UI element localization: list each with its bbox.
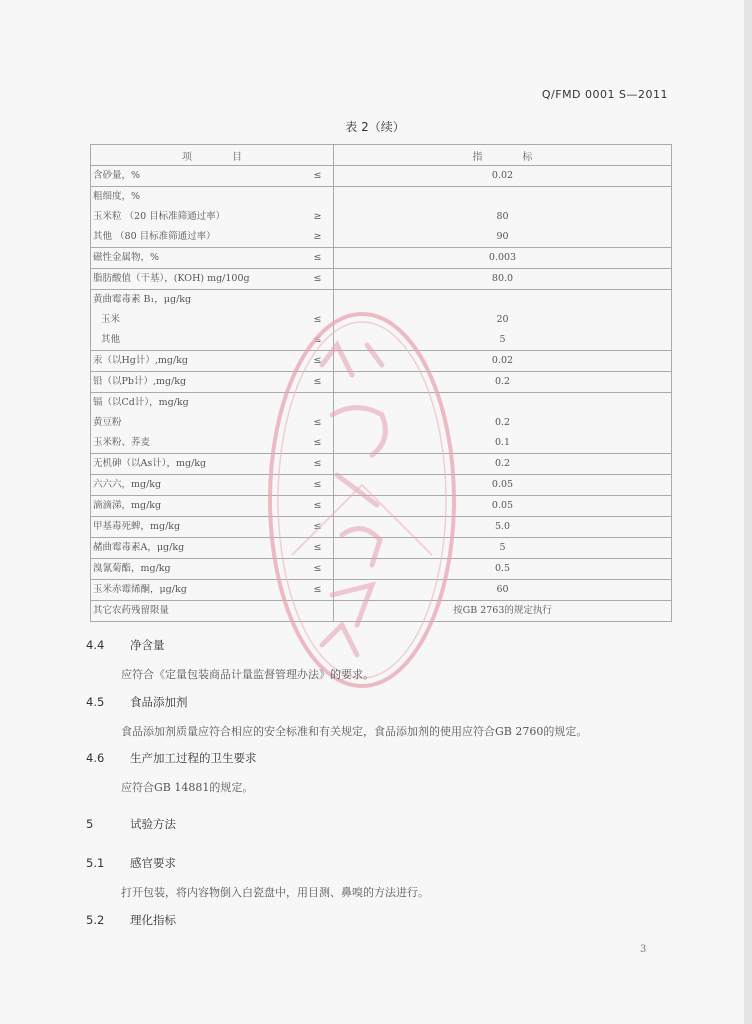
section-title: 理化指标 bbox=[130, 913, 176, 927]
section-paragraph: 打开包装，将内容物倒入白瓷盘中，用目测、鼻嗅的方法进行。 bbox=[121, 886, 429, 899]
section-heading bbox=[86, 637, 165, 653]
value-cell bbox=[334, 166, 672, 187]
operator-symbol: ≤ bbox=[313, 584, 322, 595]
table-row bbox=[91, 517, 672, 538]
item-label: 其他 bbox=[101, 334, 121, 345]
operator-symbol: ≤ bbox=[313, 479, 322, 490]
value-cell bbox=[334, 290, 672, 351]
section-title: 净含量 bbox=[130, 638, 165, 652]
operator-symbol: ≤ bbox=[313, 458, 322, 469]
table-row bbox=[91, 269, 672, 290]
operator-symbol bbox=[306, 601, 329, 621]
section-heading bbox=[86, 750, 257, 766]
item-label: 粗细度，% bbox=[93, 191, 141, 202]
item-cell bbox=[91, 351, 303, 372]
value-cell bbox=[334, 601, 672, 622]
value-cell bbox=[334, 372, 672, 393]
item-label: 其它农药残留限量 bbox=[93, 605, 170, 616]
item-label: 黄曲霉毒素 B₁，μg/kg bbox=[93, 294, 192, 305]
section-heading bbox=[86, 694, 188, 710]
value-cell bbox=[334, 538, 672, 559]
item-cell bbox=[91, 248, 303, 269]
table-body bbox=[91, 166, 672, 622]
item-label: 玉米赤霉烯酮，μg/kg bbox=[93, 584, 187, 595]
item-cell bbox=[91, 372, 303, 393]
operator-cell bbox=[302, 248, 334, 269]
operator-symbol: ≤ bbox=[313, 314, 322, 325]
limit-value: 0.1 bbox=[494, 437, 511, 448]
item-cell bbox=[91, 496, 303, 517]
operator-cell bbox=[302, 269, 334, 290]
spec-table bbox=[90, 144, 672, 622]
scan-edge bbox=[744, 0, 752, 1024]
table-row bbox=[91, 496, 672, 517]
operator-symbol: ≤ bbox=[313, 417, 322, 428]
section-heading bbox=[86, 912, 176, 928]
operator-symbol bbox=[306, 290, 329, 310]
item-label: 含砂量，% bbox=[93, 170, 141, 181]
item-label: 六六六，mg/kg bbox=[93, 479, 162, 490]
operator-symbol bbox=[306, 187, 329, 207]
section-title: 试验方法 bbox=[130, 817, 176, 831]
value-cell bbox=[334, 187, 672, 248]
table-row bbox=[91, 393, 672, 454]
operator-cell bbox=[302, 166, 334, 187]
operator-cell bbox=[302, 372, 334, 393]
operator-cell bbox=[302, 187, 334, 248]
item-label: 无机砷（以As计），mg/kg bbox=[93, 458, 207, 469]
table-row bbox=[91, 538, 672, 559]
limit-value bbox=[338, 393, 667, 413]
section-number: 5.1 bbox=[86, 856, 105, 870]
section-number: 5 bbox=[86, 817, 94, 831]
section-paragraph: 应符合《定量包装商品计量监督管理办法》的要求。 bbox=[121, 668, 374, 681]
operator-cell bbox=[302, 601, 334, 622]
operator-cell bbox=[302, 351, 334, 372]
operator-symbol: ≤ bbox=[313, 376, 322, 387]
section-number: 5.2 bbox=[86, 913, 105, 927]
section-title: 生产加工过程的卫生要求 bbox=[130, 751, 257, 765]
limit-value: 0.5 bbox=[494, 563, 511, 574]
limit-value: 按GB 2763的规定执行 bbox=[453, 605, 552, 616]
value-cell bbox=[334, 475, 672, 496]
operator-symbol: ≤ bbox=[313, 542, 322, 553]
page-number: 3 bbox=[640, 944, 647, 955]
value-cell bbox=[334, 269, 672, 290]
operator-symbol: ≤ bbox=[313, 170, 322, 181]
limit-value: 5 bbox=[499, 334, 506, 345]
limit-value: 0.2 bbox=[494, 458, 511, 469]
item-label: 黄豆粉 bbox=[93, 417, 122, 428]
limit-value: 5 bbox=[499, 542, 506, 553]
operator-cell bbox=[302, 538, 334, 559]
operator-symbol: ≤ bbox=[313, 437, 322, 448]
table-row bbox=[91, 372, 672, 393]
operator-cell bbox=[302, 393, 334, 454]
item-cell bbox=[91, 580, 303, 601]
limit-value: 0.2 bbox=[494, 376, 511, 387]
operator-cell bbox=[302, 475, 334, 496]
section-title: 感官要求 bbox=[130, 856, 176, 870]
item-label: 玉米 bbox=[101, 314, 121, 325]
item-label: 溴氰菊酯，mg/kg bbox=[93, 563, 171, 574]
item-cell bbox=[91, 166, 303, 187]
section-heading bbox=[86, 816, 176, 832]
operator-symbol: ≤ bbox=[313, 252, 322, 263]
limit-value bbox=[338, 290, 667, 310]
operator-symbol: ≤ bbox=[313, 500, 322, 511]
operator-symbol: ≤ bbox=[313, 334, 322, 345]
item-cell bbox=[91, 187, 303, 248]
section-number: 4.4 bbox=[86, 638, 105, 652]
item-label: 磁性金属物，% bbox=[93, 252, 160, 263]
limit-value: 0.2 bbox=[494, 417, 511, 428]
value-cell bbox=[334, 517, 672, 538]
table-title: 表 2（续） bbox=[345, 120, 405, 134]
table-row bbox=[91, 351, 672, 372]
table-row bbox=[91, 187, 672, 248]
value-cell bbox=[334, 393, 672, 454]
limit-value: 5.0 bbox=[494, 521, 511, 532]
operator-symbol: ≤ bbox=[313, 355, 322, 366]
operator-symbol bbox=[306, 393, 329, 413]
item-cell bbox=[91, 517, 303, 538]
item-cell bbox=[91, 559, 303, 580]
item-label: 赭曲霉毒素A，μg/kg bbox=[93, 542, 185, 553]
operator-cell bbox=[302, 559, 334, 580]
table-row bbox=[91, 580, 672, 601]
table-header-row bbox=[91, 145, 672, 166]
table-row bbox=[91, 248, 672, 269]
operator-cell bbox=[302, 290, 334, 351]
section-paragraph: 应符合GB 14881的规定。 bbox=[121, 781, 254, 794]
item-cell bbox=[91, 454, 303, 475]
item-label: 脂肪酸值（干基），(KOH) mg/100g bbox=[93, 273, 250, 284]
table-row bbox=[91, 166, 672, 187]
item-cell bbox=[91, 393, 303, 454]
table-row bbox=[91, 601, 672, 622]
item-label: 玉米粉、荞麦 bbox=[93, 437, 151, 448]
section-heading bbox=[86, 855, 176, 871]
operator-symbol: ≥ bbox=[313, 231, 322, 242]
operator-cell bbox=[302, 496, 334, 517]
value-cell bbox=[334, 559, 672, 580]
value-cell bbox=[334, 454, 672, 475]
table-row bbox=[91, 559, 672, 580]
item-label: 甲基毒死蜱，mg/kg bbox=[93, 521, 181, 532]
value-cell bbox=[334, 580, 672, 601]
item-cell bbox=[91, 475, 303, 496]
limit-value: 60 bbox=[496, 584, 509, 595]
item-label: 其他 （80 目标准筛通过率） bbox=[93, 231, 216, 242]
limit-value: 0.003 bbox=[488, 252, 517, 263]
value-cell bbox=[334, 248, 672, 269]
operator-symbol: ≤ bbox=[313, 521, 322, 532]
section-number: 4.6 bbox=[86, 751, 105, 765]
operator-symbol: ≤ bbox=[313, 563, 322, 574]
section-title: 食品添加剂 bbox=[130, 695, 188, 709]
limit-value bbox=[338, 187, 667, 207]
operator-cell bbox=[302, 517, 334, 538]
operator-cell bbox=[302, 580, 334, 601]
value-cell bbox=[334, 351, 672, 372]
operator-cell bbox=[302, 454, 334, 475]
table-row bbox=[91, 290, 672, 351]
limit-value: 0.02 bbox=[491, 170, 514, 181]
document-code: Q/FMD 0001 S—2011 bbox=[541, 88, 668, 101]
operator-symbol: ≥ bbox=[313, 211, 322, 222]
section-number: 4.5 bbox=[86, 695, 105, 709]
operator-symbol: ≤ bbox=[313, 273, 322, 284]
limit-value: 20 bbox=[496, 314, 509, 325]
table-row bbox=[91, 475, 672, 496]
limit-value: 80 bbox=[496, 211, 509, 222]
section-paragraph: 食品添加剂质量应符合相应的安全标准和有关规定，食品添加剂的使用应符合GB 2760的规定。 bbox=[121, 725, 588, 738]
limit-value: 0.02 bbox=[491, 355, 514, 366]
item-label: 汞（以Hg计）,mg/kg bbox=[93, 355, 189, 366]
table-row bbox=[91, 454, 672, 475]
column-header-item: 项 目 bbox=[91, 145, 334, 166]
limit-value: 80.0 bbox=[491, 273, 514, 284]
item-label: 铅（以Pb计）,mg/kg bbox=[93, 376, 187, 387]
column-header-value: 指 标 bbox=[334, 145, 672, 166]
item-label: 镉（以Cd计），mg/kg bbox=[93, 397, 189, 408]
limit-value: 0.05 bbox=[491, 479, 514, 490]
value-cell bbox=[334, 496, 672, 517]
limit-value: 90 bbox=[496, 231, 509, 242]
item-cell bbox=[91, 290, 303, 351]
item-cell bbox=[91, 601, 303, 622]
item-cell bbox=[91, 538, 303, 559]
item-cell bbox=[91, 269, 303, 290]
item-label: 玉米粒 （20 目标准筛通过率） bbox=[93, 211, 226, 222]
limit-value: 0.05 bbox=[491, 500, 514, 511]
item-label: 滴滴涕，mg/kg bbox=[93, 500, 162, 511]
